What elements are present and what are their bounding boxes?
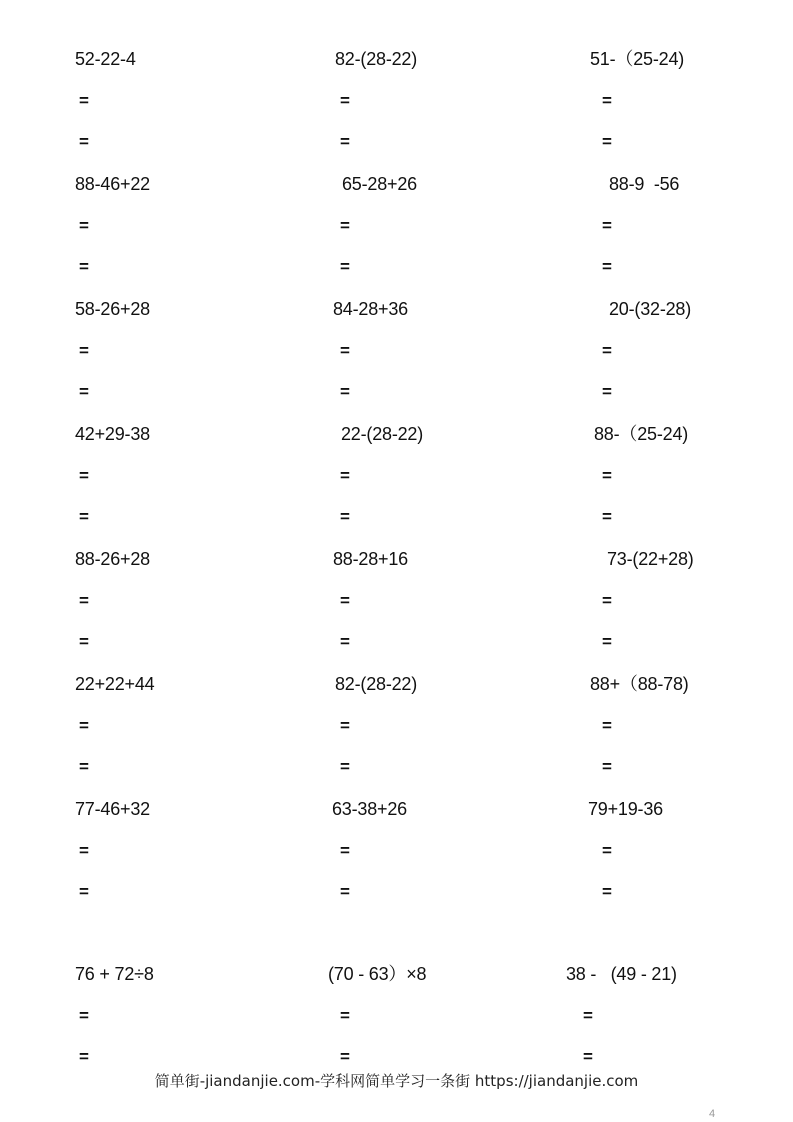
equals-line-2: =: [340, 757, 350, 776]
equals-line-1: =: [79, 591, 89, 610]
equals-line-2: =: [79, 632, 89, 651]
math-problem: 88-9 -56: [609, 174, 680, 194]
equals-line-2: =: [602, 882, 612, 901]
equals-line-2: =: [602, 257, 612, 276]
math-problem: 82-(28-22): [335, 49, 418, 69]
equals-line-1: =: [340, 591, 350, 610]
math-problem: 51-（25-24): [590, 49, 685, 69]
equals-line-1: =: [602, 216, 612, 235]
math-problem: (70 - 63）×8: [328, 964, 427, 984]
math-problem: 22-(28-22): [341, 424, 424, 444]
equals-line-2: =: [79, 382, 89, 401]
equals-line-2: =: [602, 382, 612, 401]
equals-line-1: =: [602, 716, 612, 735]
math-problem: 38 - (49 - 21): [566, 964, 677, 984]
equals-line-1: =: [602, 466, 612, 485]
equals-line-2: =: [79, 257, 89, 276]
math-problem: 88-26+28: [75, 549, 150, 569]
equals-line-2: =: [340, 257, 350, 276]
equals-line-2: =: [602, 132, 612, 151]
equals-line-2: =: [602, 632, 612, 651]
equals-line-2: =: [79, 507, 89, 526]
math-problem: 77-46+32: [75, 799, 150, 819]
equals-line-1: =: [583, 1006, 593, 1025]
math-problem: 63-38+26: [332, 799, 407, 819]
equals-line-1: =: [79, 91, 89, 110]
equals-line-1: =: [602, 91, 612, 110]
equals-line-1: =: [79, 716, 89, 735]
equals-line-1: =: [602, 591, 612, 610]
equals-line-1: =: [79, 216, 89, 235]
math-problem: 76 + 72÷8: [75, 964, 154, 984]
equals-line-2: =: [79, 882, 89, 901]
equals-line-1: =: [340, 716, 350, 735]
equals-line-2: =: [602, 757, 612, 776]
equals-line-1: =: [340, 91, 350, 110]
math-problem: 73-(22+28): [607, 549, 694, 569]
equals-line-1: =: [340, 1006, 350, 1025]
equals-line-1: =: [340, 841, 350, 860]
equals-line-1: =: [79, 466, 89, 485]
equals-line-2: =: [602, 507, 612, 526]
math-problem: 20-(32-28): [609, 299, 692, 319]
equals-line-1: =: [340, 466, 350, 485]
equals-line-2: =: [79, 132, 89, 151]
equals-line-2: =: [340, 1047, 350, 1066]
equals-line-1: =: [602, 841, 612, 860]
equals-line-1: =: [79, 1006, 89, 1025]
math-problem: 88-46+22: [75, 174, 150, 194]
equals-line-1: =: [79, 841, 89, 860]
math-problem: 42+29-38: [75, 424, 150, 444]
equals-line-2: =: [340, 507, 350, 526]
equals-line-2: =: [79, 1047, 89, 1066]
math-problem: 82-(28-22): [335, 674, 418, 694]
equals-line-1: =: [340, 341, 350, 360]
math-problem: 22+22+44: [75, 674, 155, 694]
equals-line-1: =: [79, 341, 89, 360]
math-problem: 65-28+26: [342, 174, 417, 194]
page-number: 4: [709, 1108, 716, 1120]
math-problem: 52-22-4: [75, 49, 136, 69]
math-problem: 84-28+36: [333, 299, 408, 319]
equals-line-2: =: [583, 1047, 593, 1066]
math-problem: 88-（25-24): [594, 424, 689, 444]
math-problem: 88-28+16: [333, 549, 408, 569]
equals-line-2: =: [79, 757, 89, 776]
equals-line-2: =: [340, 382, 350, 401]
equals-line-2: =: [340, 632, 350, 651]
math-problem: 58-26+28: [75, 299, 150, 319]
equals-line-2: =: [340, 882, 350, 901]
equals-line-2: =: [340, 132, 350, 151]
equals-line-1: =: [340, 216, 350, 235]
footer-watermark: 简单街-jiandanjie.com-学科网简单学习一条街 https://jiandanjie.com: [154, 1072, 639, 1090]
math-problem: 79+19-36: [588, 799, 663, 819]
equals-line-1: =: [602, 341, 612, 360]
math-problem: 88+（88-78): [590, 674, 689, 694]
